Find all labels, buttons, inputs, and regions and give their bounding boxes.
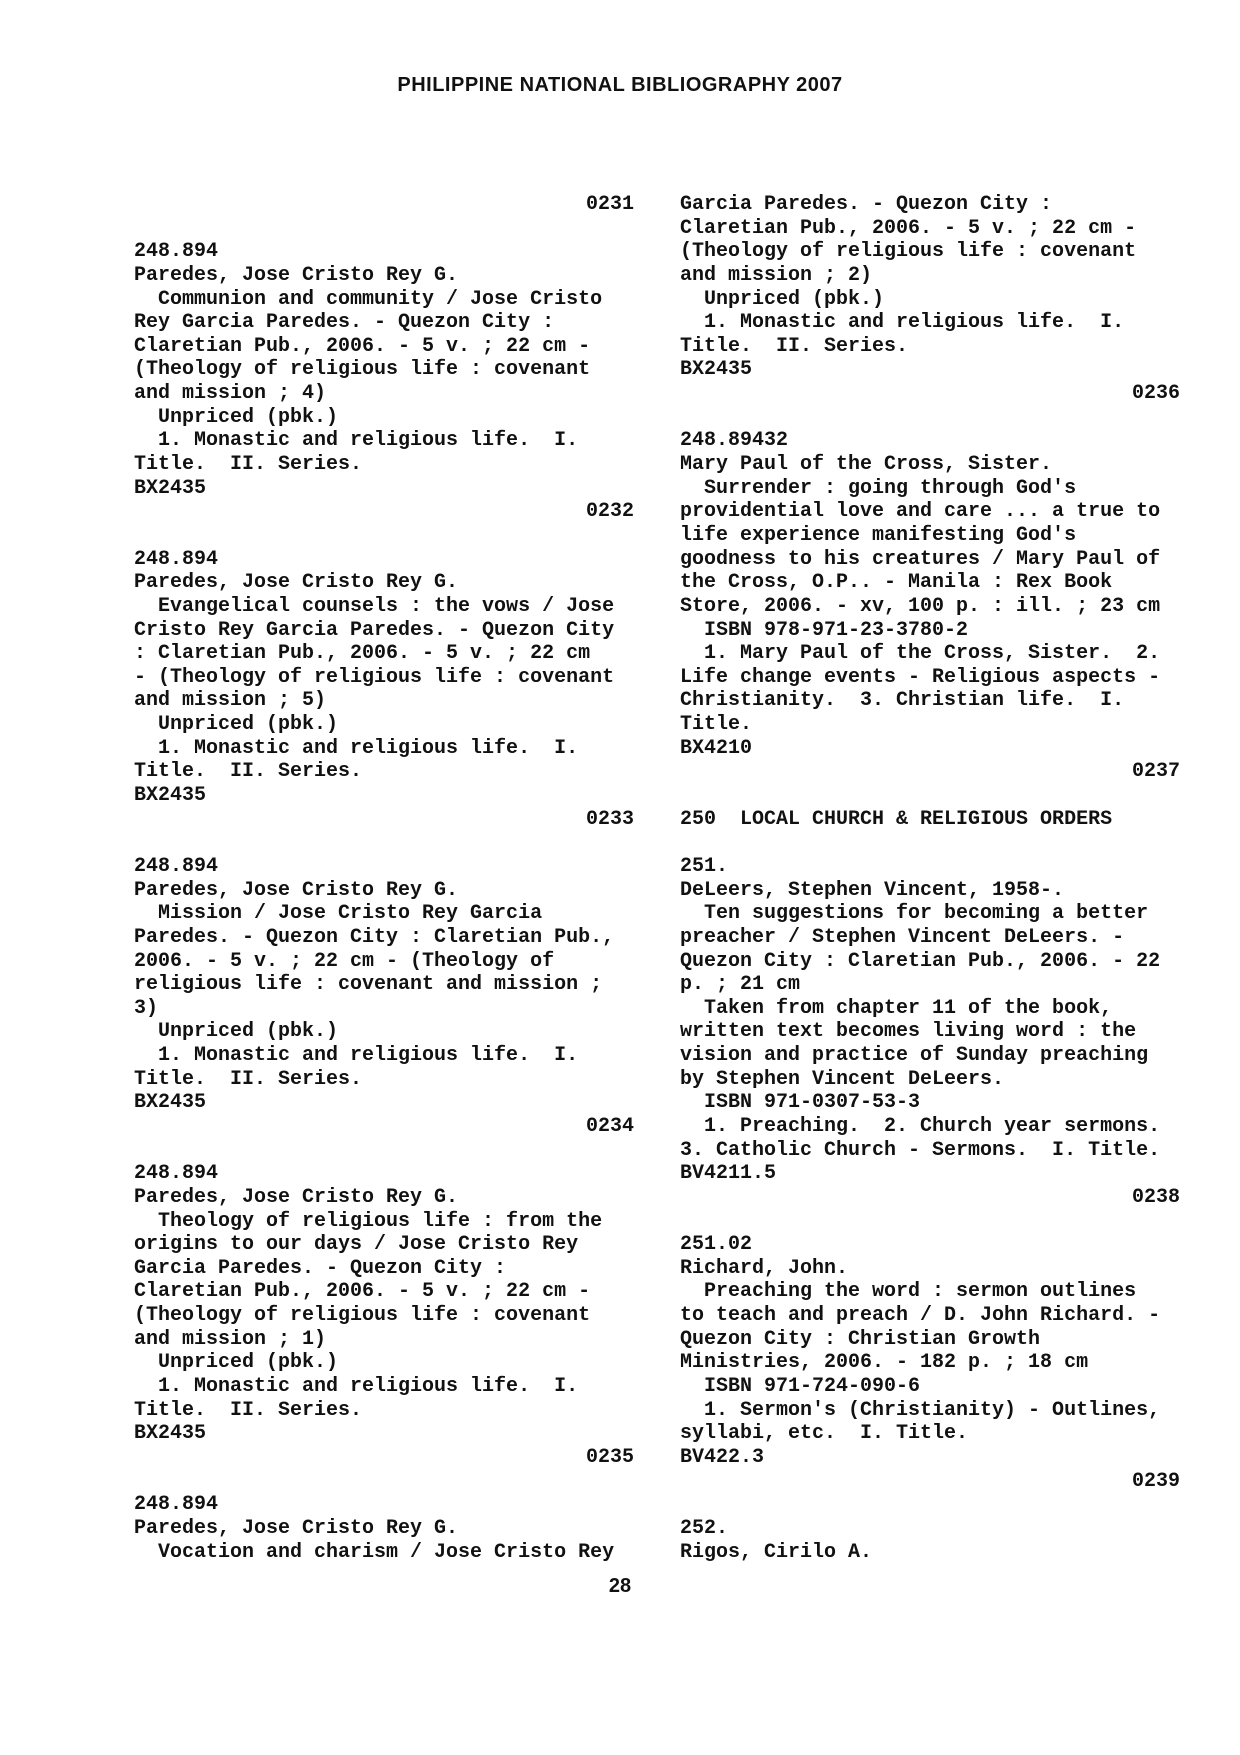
entry-line: preacher / Stephen Vincent DeLeers. - bbox=[680, 925, 1125, 949]
entry-line: Unpriced (pbk.) bbox=[134, 1020, 339, 1044]
entry-line: ISBN 978-971-23-3780-2 bbox=[680, 618, 969, 642]
entry-line: 1. Monastic and religious life. I. bbox=[134, 1375, 579, 1399]
page-number: 28 bbox=[608, 1575, 632, 1597]
entry-line: providential love and care ... a true to bbox=[680, 500, 1161, 524]
entry-line: 1. Monastic and religious life. I. bbox=[134, 1044, 579, 1068]
entry-line: Preaching the word : sermon outlines bbox=[680, 1280, 1137, 1304]
entry-line: ISBN 971-724-090-6 bbox=[680, 1375, 921, 1399]
entry-line: 250 LOCAL CHURCH & RELIGIOUS ORDERS bbox=[680, 807, 1113, 831]
entry-number: 0238 bbox=[1131, 1185, 1180, 1209]
entry-line: 2006. - 5 v. ; 22 cm - (Theology of bbox=[134, 949, 555, 973]
blank-line bbox=[680, 1210, 1180, 1234]
entry-line: Title. II. Series. bbox=[134, 1067, 363, 1091]
entry-line: religious life : covenant and mission ; bbox=[134, 973, 603, 997]
entry-line: Paredes, Jose Cristo Rey G. bbox=[134, 571, 459, 595]
entry-line: 1. Mary Paul of the Cross, Sister. 2. bbox=[680, 642, 1161, 666]
entry-line: and mission ; 2) bbox=[680, 263, 873, 287]
entry-line: BX2435 bbox=[134, 1422, 207, 1446]
entry-line: Taken from chapter 11 of the book, bbox=[680, 996, 1113, 1020]
entry-line: BV422.3 bbox=[680, 1445, 765, 1469]
entry-line: 248.894 bbox=[134, 1162, 219, 1186]
entry-line: Surrender : going through God's bbox=[680, 476, 1077, 500]
blank-line bbox=[680, 831, 1180, 855]
entry-line: Title. II. Series. bbox=[134, 1398, 363, 1422]
entry-number: 0233 bbox=[585, 807, 634, 831]
blank-line bbox=[134, 1470, 634, 1494]
entry-line: Quezon City : Christian Growth bbox=[680, 1327, 1041, 1351]
entry-line: vision and practice of Sunday preaching bbox=[680, 1044, 1149, 1068]
entry-line: Communion and community / Jose Cristo bbox=[134, 287, 603, 311]
entry-line: 252. bbox=[680, 1516, 729, 1540]
entry-line: p. ; 21 cm bbox=[680, 973, 801, 997]
entry-line: Unpriced (pbk.) bbox=[134, 1351, 339, 1375]
entry-line: Christianity. 3. Christian life. I. bbox=[680, 689, 1125, 713]
entry-number: 0237 bbox=[1131, 760, 1180, 784]
entry-line: 248.89432 bbox=[680, 429, 789, 453]
entry-line: Garcia Paredes. - Quezon City : bbox=[680, 193, 1053, 216]
entry-line: BX2435 bbox=[680, 358, 753, 382]
entry-line: Title. II. Series. bbox=[680, 334, 909, 358]
entry-line: Paredes. - Quezon City : Claretian Pub., bbox=[134, 925, 615, 949]
blank-line bbox=[680, 406, 1180, 430]
entry-line: the Cross, O.P.. - Manila : Rex Book bbox=[680, 571, 1113, 595]
entry-line: Theology of religious life : from the bbox=[134, 1209, 603, 1233]
entry-line: BV4211.5 bbox=[680, 1162, 777, 1186]
left-column bbox=[134, 193, 634, 1564]
entry-line: Title. II. Series. bbox=[134, 760, 363, 784]
entry-line: Rey Garcia Paredes. - Quezon City : bbox=[134, 311, 555, 335]
entry-line: and mission ; 5) bbox=[134, 689, 327, 713]
entry-line: 251.02 bbox=[680, 1233, 753, 1257]
entry-line: goodness to his creatures / Mary Paul of bbox=[680, 547, 1161, 571]
entry-line: origins to our days / Jose Cristo Rey bbox=[134, 1233, 579, 1257]
entry-line: Claretian Pub., 2006. - 5 v. ; 22 cm - bbox=[134, 1280, 591, 1304]
entry-line: Ten suggestions for becoming a better bbox=[680, 902, 1149, 926]
entry-line: 3. Catholic Church - Sermons. I. Title. bbox=[680, 1138, 1161, 1162]
entry-line: Unpriced (pbk.) bbox=[680, 287, 885, 311]
entry-line: 1. Preaching. 2. Church year sermons. bbox=[680, 1114, 1161, 1138]
blank-line bbox=[680, 784, 1180, 808]
entry-line: DeLeers, Stephen Vincent, 1958-. bbox=[680, 878, 1065, 902]
entry-line: (Theology of religious life : covenant bbox=[134, 1304, 591, 1328]
entry-line: BX2435 bbox=[134, 784, 207, 808]
entry-line: 248.894 bbox=[134, 240, 219, 264]
entry-line: Cristo Rey Garcia Paredes. - Quezon City bbox=[134, 618, 615, 642]
entry-line: Rigos, Cirilo A. bbox=[680, 1540, 873, 1564]
entry-line: : Claretian Pub., 2006. - 5 v. ; 22 cm bbox=[134, 642, 591, 666]
entry-line: 1. Monastic and religious life. I. bbox=[134, 736, 579, 760]
entry-line: Richard, John. bbox=[680, 1256, 849, 1280]
entry-line: Paredes, Jose Cristo Rey G. bbox=[134, 878, 459, 902]
entry-line: 1. Sermon's (Christianity) - Outlines, bbox=[680, 1398, 1161, 1422]
entry-line: life experience manifesting God's bbox=[680, 523, 1077, 547]
entry-number: 0232 bbox=[585, 500, 634, 524]
entry-line: written text becomes living word : the bbox=[680, 1020, 1137, 1044]
blank-line bbox=[680, 1493, 1180, 1517]
entry-line: - (Theology of religious life : covenant bbox=[134, 665, 615, 689]
entry-line: (Theology of religious life : covenant bbox=[680, 240, 1137, 264]
entry-line: Paredes, Jose Cristo Rey G. bbox=[134, 263, 459, 287]
entry-line: 251. bbox=[680, 854, 729, 878]
entry-line: Unpriced (pbk.) bbox=[134, 405, 339, 429]
entry-line: Life change events - Religious aspects - bbox=[680, 665, 1161, 689]
entry-line: Ministries, 2006. - 182 p. ; 18 cm bbox=[680, 1351, 1089, 1375]
entry-number: 0231 bbox=[585, 193, 634, 216]
entry-line: BX4210 bbox=[680, 736, 753, 760]
entry-line: Vocation and charism / Jose Cristo Rey bbox=[134, 1540, 615, 1564]
entry-line: Mission / Jose Cristo Rey Garcia bbox=[134, 902, 543, 926]
entry-line: Store, 2006. - xv, 100 p. : ill. ; 23 cm bbox=[680, 594, 1161, 618]
right-column bbox=[680, 193, 1180, 1564]
entry-line: Paredes, Jose Cristo Rey G. bbox=[134, 1516, 459, 1540]
entry-number: 0236 bbox=[1131, 382, 1180, 406]
entry-number: 0239 bbox=[1131, 1469, 1180, 1493]
blank-line bbox=[134, 217, 634, 241]
entry-line: Claretian Pub., 2006. - 5 v. ; 22 cm - bbox=[680, 216, 1137, 240]
entry-line: Title. bbox=[680, 713, 753, 737]
entry-line: BX2435 bbox=[134, 476, 207, 500]
entry-line: 1. Monastic and religious life. I. bbox=[134, 429, 579, 453]
entry-line: Garcia Paredes. - Quezon City : bbox=[134, 1256, 507, 1280]
entry-line: 1. Monastic and religious life. I. bbox=[680, 311, 1125, 335]
entry-number: 0234 bbox=[585, 1114, 634, 1138]
blank-line bbox=[134, 1139, 634, 1163]
entry-line: (Theology of religious life : covenant bbox=[134, 358, 591, 382]
entry-line: Claretian Pub., 2006. - 5 v. ; 22 cm - bbox=[134, 334, 591, 358]
blank-line bbox=[134, 831, 634, 855]
entry-line: Paredes, Jose Cristo Rey G. bbox=[134, 1185, 459, 1209]
entry-line: 248.894 bbox=[134, 1493, 219, 1517]
entry-line: and mission ; 4) bbox=[134, 382, 327, 406]
entry-line: Mary Paul of the Cross, Sister. bbox=[680, 453, 1053, 477]
entry-line: BX2435 bbox=[134, 1091, 207, 1115]
page-header-title: PHILIPPINE NATIONAL BIBLIOGRAPHY 2007 bbox=[397, 74, 843, 96]
entry-line: 3) bbox=[134, 996, 159, 1020]
entry-line: Quezon City : Claretian Pub., 2006. - 22 bbox=[680, 949, 1161, 973]
entry-line: 248.894 bbox=[134, 547, 219, 571]
entry-line: to teach and preach / D. John Richard. - bbox=[680, 1304, 1161, 1328]
entry-line: syllabi, etc. I. Title. bbox=[680, 1422, 969, 1446]
entry-line: by Stephen Vincent DeLeers. bbox=[680, 1067, 1005, 1091]
entry-line: and mission ; 1) bbox=[134, 1327, 327, 1351]
entry-number: 0235 bbox=[585, 1445, 634, 1469]
entry-line: 248.894 bbox=[134, 854, 219, 878]
entry-line: Evangelical counsels : the vows / Jose bbox=[134, 594, 615, 618]
entry-line: Unpriced (pbk.) bbox=[134, 713, 339, 737]
entry-line: ISBN 971-0307-53-3 bbox=[680, 1091, 921, 1115]
blank-line bbox=[134, 524, 634, 548]
entry-line: Title. II. Series. bbox=[134, 453, 363, 477]
